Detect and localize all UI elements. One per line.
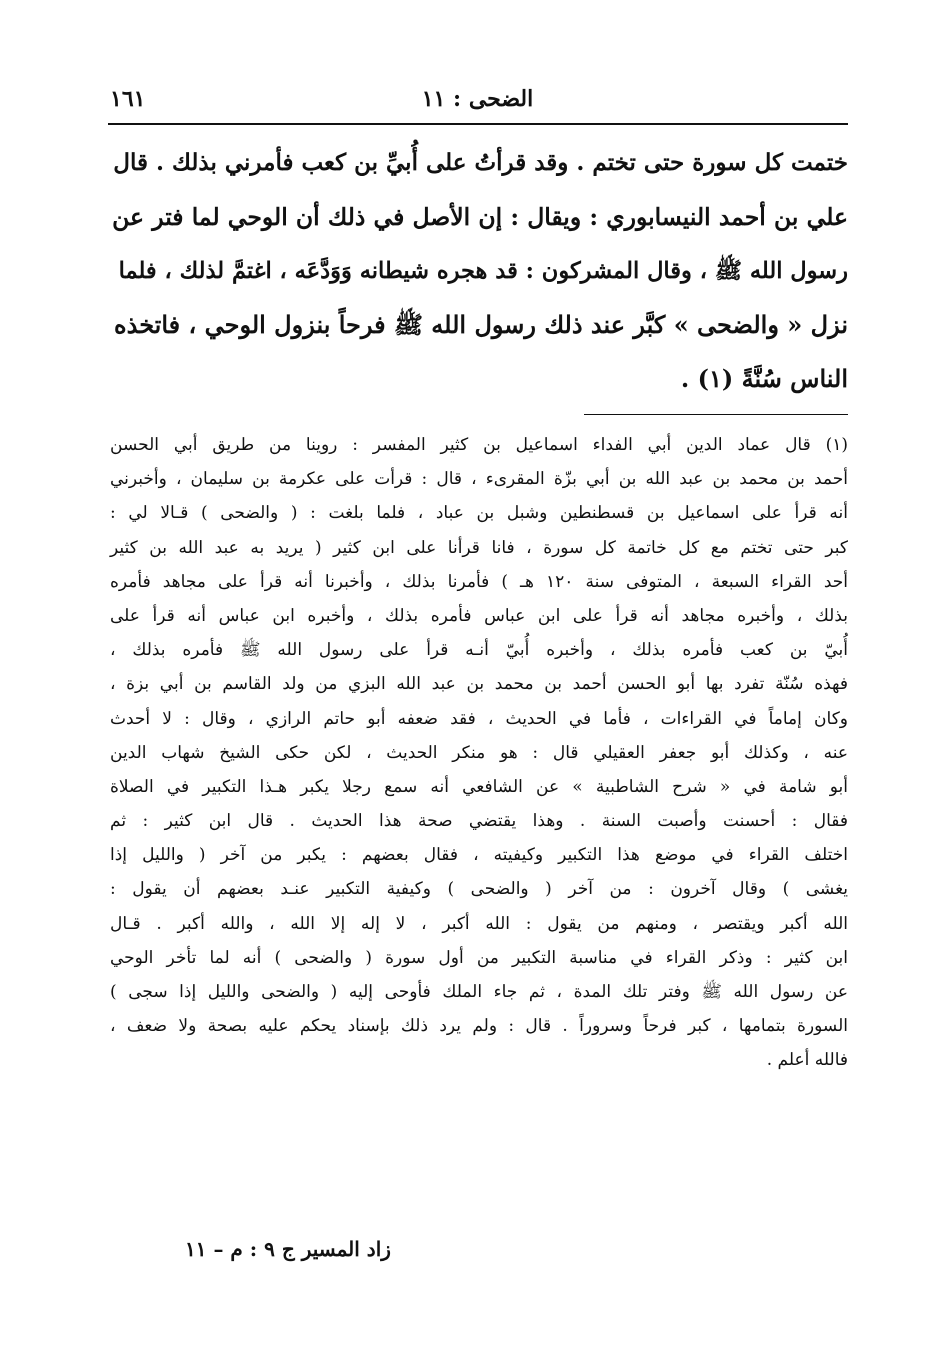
footnote-line: ابن كثير : وذكر القراء في مناسبة التكبير من أول سورة ( والضحى ) أنه لما تأخر الوحي — [110, 947, 848, 968]
footnote-line: كبر حتى تختم مع كل خاتمة كل سورة ، فانا قرأنا على ابن كثير ( يريد به عبد الله بن كثير — [110, 537, 848, 558]
page-header — [110, 86, 845, 122]
main-text — [110, 136, 848, 406]
header-rule — [108, 123, 848, 125]
page-number: ١٦١ — [110, 86, 146, 112]
running-title: الضحى : ١١ — [421, 86, 534, 112]
main-text-line: نزل « والضحى » كبَّر عند ذلك رسول الله ﷺ فرحاً بنزول الوحي ، فاتخذه — [114, 310, 848, 339]
footnote-line: أحمد بن محمد بن عبد الله بن أبي بزّة المقرىء ، قال : قرأت على عكرمة بن سليمان ، وأخبرني — [110, 469, 848, 490]
footnote-block — [110, 428, 848, 1078]
footnote-line: اختلف القراء في موضع هذا التكبير وكيفيته ، فقال بعضهم : يكبر من آخر ( والليل إذا — [110, 845, 848, 866]
footnote-line: عن رسول الله ﷺ وفتر تلك المدة ، ثم جاء الملك فأوحى إليه ( والضحى والليل إذا سجى ) — [110, 982, 848, 1002]
footnote-rule — [584, 414, 848, 415]
footnote-line: وكان إماماً في القراءات ، فأما في الحديث ، فقد ضعفه أبو حاتم الرازي ، وقال : لا أحدث — [110, 708, 848, 729]
footnote-line: أنه قرأ على اسماعيل بن قسطنطين وشبل بن عباد ، فلما بلغت : ( والضحى ) قـالا لي : — [110, 503, 848, 524]
footnote-line: عنه ، وكذلك أبو جعفر العقيلي قال : هو منكر الحديث ، لكن حكى الشيخ شهاب الدين — [110, 742, 848, 763]
footnote-line: أحد القراء السبعة ، المتوفى سنة ١٢٠ هـ ) فأمرنا بذلك ، وأخبرنا أنه قرأ على مجاهد فأمره — [110, 571, 848, 592]
footnote-line: الله أكبر ويقتصر ، ومنهم من يقول : الله أكبر ، لا إله إلا الله ، والله أكبر . قـال — [110, 913, 848, 934]
footnote-line: فهذه سُنّة تفرد بها أبو الحسن أحمد بن محمد بن عبد الله البزي من ولد القاسم بن أبي بزة ، — [110, 674, 848, 695]
footnote-line: فقال : أحسنت وأصبت السنة . وهذا يقتضي صحة هذا الحديث . قال ابن كثير : ثم — [110, 811, 848, 832]
footnote-line: بذلك ، وأخبره مجاهد أنه قرأ على ابن عباس فأمره بذلك ، وأخبره ابن عباس أنه قرأ على — [110, 605, 848, 626]
footnote-line: أبو شامة في « شرح الشاطبية » عن الشافعي أنه سمع رجلا يكبر هـذا التكبير في الصلاة — [110, 776, 848, 797]
main-text-line: علي بن أحمد النيسابوري : ويقال : إن الأصل في ذلك أن الوحي لما فتر عن — [112, 203, 848, 231]
footnote-line: فالله أعلم . — [766, 1050, 848, 1071]
printer-signature: زاد المسير ج ٩ : م – ١١ — [185, 1237, 391, 1261]
main-text-line: ختمت كل سورة حتى تختم . وقد قرأتُ على أُبيِّ بن كعب فأمرني بذلك . قال — [113, 149, 848, 176]
main-text-line: رسول الله ﷺ ، وقال المشركون : قد هجره شيطانه وَوَدَّعَه ، اغتمَّ لذلك ، فلما — [118, 258, 848, 284]
main-text-line: الناس سُنَّةً (١) . — [680, 364, 848, 393]
footnote-line: (١) قال عماد الدين أبي الفداء اسماعيل بن كثير المفسر : روينا من طريق أبي الحسن — [110, 435, 848, 455]
footnote-line: يغشى ) وقال آخرون : من آخر ( والضحى ) وكيفية التكبير عنـد بعضهم أن يقول : — [110, 879, 848, 900]
footnote-line: السورة بتمامها ، كبر فرحاً وسروراً . قال : ولم يرد ذلك بإسناد يحكم عليه بصحة ولا ضعف ، — [110, 1016, 848, 1037]
footnote-line: أُبيّ بن كعب فأمره بذلك ، وأخبره أُبيّ أنـه قرأ على رسول الله ﷺ فأمره بذلك ، — [110, 640, 848, 661]
